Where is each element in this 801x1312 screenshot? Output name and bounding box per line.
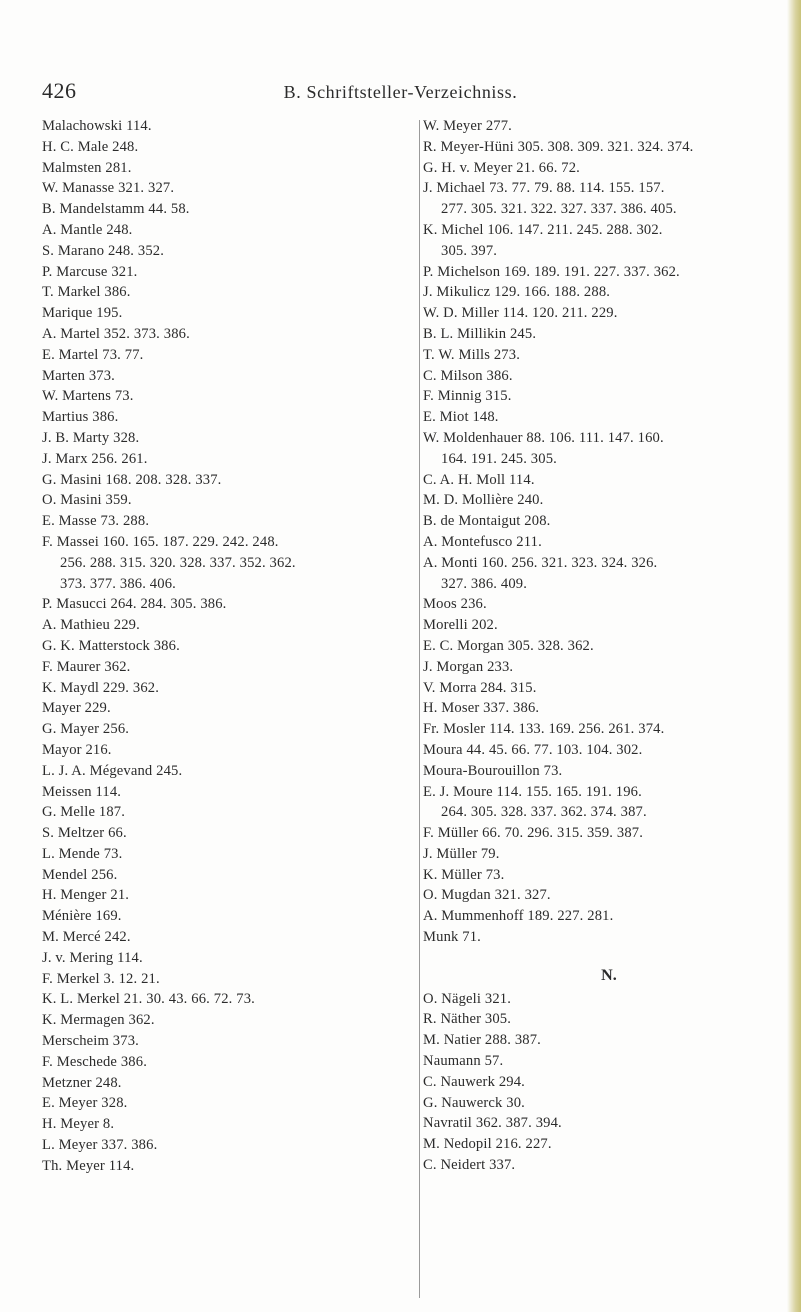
index-entry-line: Moos 236. [423,596,487,613]
index-entry-line: L. J. A. Mégevand 245. [42,762,183,779]
section-heading-n: N. [601,966,617,984]
index-entry-line: Malachowski 114. [42,118,152,134]
index-entry-line: Mendel 256. [42,866,118,883]
index-entry [423,761,795,782]
index-entry-line: E. Meyer 328. [42,1095,128,1112]
index-entry-line: B. de Montaigut 208. [423,513,551,530]
index-entry-line: Meissen 114. [42,783,122,800]
index-entry [42,698,414,719]
index-entry [423,262,795,283]
index-entry-line: L. Meyer 337. 386. [42,1137,158,1154]
index-entry-continuation: 327. 386. 409. [441,575,528,592]
index-entry-line: Naumann 57. [423,1053,504,1070]
index-entry-line: J. Marx 256. 261. [42,450,148,467]
index-entry-line: S. Meltzer 66. [42,825,127,842]
index-entry [42,1010,414,1031]
index-entry [423,719,795,740]
index-entry [423,532,795,553]
index-entry-line: K. Maydl 229. 362. [42,679,160,696]
index-entry [423,657,795,678]
index-entry [42,158,414,179]
index-entry-line: K. L. Merkel 21. 30. 43. 66. 72. 73. [42,991,255,1008]
index-entry-line: K. Michel 106. 147. 211. 245. 288. 302. [423,221,663,238]
index-entry [423,178,795,220]
index-entry-line: G. H. v. Meyer 21. 66. 72. [423,159,580,176]
index-entry [423,927,795,948]
index-entry-line: H. Moser 337. 386. [423,700,540,717]
index-entry-line: G. Nauwerck 30. [423,1094,525,1111]
index-entry-line: A. Mantle 248. [42,221,133,238]
index-entry-line: W. D. Miller 114. 120. 211. 229. [423,305,618,322]
index-entry-line: K. Müller 73. [423,866,505,883]
index-entry [42,636,414,657]
index-entry-line: M. Natier 288. 387. [423,1032,541,1049]
index-entry [423,594,795,615]
index-entry-line: F. Maurer 362. [42,658,131,675]
index-entry-line: W. Manasse 321. 327. [42,180,175,197]
index-entry [423,220,795,262]
index-entry [423,116,795,137]
index-entry [423,303,795,324]
index-entry-line: P. Michelson 169. 189. 191. 227. 337. 362. [423,263,680,280]
index-entry [42,1052,414,1073]
index-entry [42,761,414,782]
index-entry-line: C. Nauwerk 294. [423,1073,525,1090]
index-entry-line: E. Miot 148. [423,409,499,426]
index-entry-line: A. Monti 160. 256. 321. 323. 324. 326. [423,554,658,571]
index-entry-line: J. Müller 79. [423,845,500,862]
index-entry-line: F. Massei 160. 165. 187. 229. 242. 248. [42,533,279,550]
index-entry [423,865,795,886]
index-entry [42,366,414,387]
index-entry-line: Marique 195. [42,305,123,322]
index-entry [42,802,414,823]
index-entry [42,927,414,948]
index-entry [42,241,414,262]
index-entry [42,969,414,990]
index-entry-line: P. Marcuse 321. [42,263,138,280]
index-entry-line: Moura 44. 45. 66. 77. 103. 104. 302. [423,741,643,758]
index-entry-line: G. Masini 168. 208. 328. 337. [42,471,222,488]
index-entry [42,782,414,803]
index-entry-line: B. Mandelstamm 44. 58. [42,201,190,218]
index-entry [423,1072,795,1093]
index-entry-line: H. Meyer 8. [42,1116,115,1133]
index-entry [42,345,414,366]
index-entry [42,511,414,532]
index-entry [423,740,795,761]
index-entry-continuation: 264. 305. 328. 337. 362. 374. 387. [441,804,647,821]
index-entry-line: L. Mende 73. [42,845,123,862]
index-entry-line: V. Morra 284. 315. [423,679,537,696]
index-entry-continuation: 305. 397. [441,242,498,259]
index-entry [42,470,414,491]
index-entry [423,636,795,657]
index-entry-line: J. B. Marty 328. [42,429,140,446]
index-entry [423,823,795,844]
index-entry-line: J. Mikulicz 129. 166. 188. 288. [423,284,611,301]
index-entry [42,532,414,594]
index-entry-line: Metzner 248. [42,1074,122,1091]
index-entry [423,386,795,407]
index-entry [423,137,795,158]
index-entry-line: Morelli 202. [423,617,498,634]
index-entry-line: O. Nägeli 321. [423,990,512,1007]
index-entry [42,657,414,678]
index-entry-line: C. A. H. Moll 114. [423,471,535,488]
index-entry [42,220,414,241]
index-entry-line: Mayer 229. [42,700,111,717]
index-entry-line: A. Montefusco 211. [423,533,542,550]
index-entry-line: G. Melle 187. [42,804,126,821]
index-entry-line: P. Masucci 264. 284. 305. 386. [42,596,227,613]
index-entry [42,844,414,865]
index-entry [423,1134,795,1155]
index-entry-line: Mayor 216. [42,741,112,758]
index-entry [42,865,414,886]
index-entry-line: J. Morgan 233. [423,658,514,675]
index-entry [42,199,414,220]
index-entry [423,407,795,428]
index-entry [42,740,414,761]
index-entry [423,906,795,927]
index-entry-line: A. Mummenhoff 189. 227. 281. [423,908,614,925]
index-entry [423,844,795,865]
index-entry [42,303,414,324]
section-n-entries [423,989,795,1176]
index-entry [42,1073,414,1094]
index-entry [42,948,414,969]
index-entry [423,158,795,179]
index-entry-line: F. Minnig 315. [423,388,512,405]
index-entry-line: Fr. Mosler 114. 133. 169. 256. 261. 374. [423,721,665,738]
index-entry [423,366,795,387]
index-entry [42,615,414,636]
index-entry [42,407,414,428]
index-entry [423,1051,795,1072]
index-entry-line: Merscheim 373. [42,1033,139,1050]
index-entry [423,989,795,1010]
index-entry [42,989,414,1010]
index-entry-continuation: 277. 305. 321. 322. 327. 337. 386. 405. [441,201,677,218]
index-entry-continuation: 164. 191. 245. 305. [441,450,557,467]
index-entry-line: E. Martel 73. 77. [42,346,144,363]
index-entry-line: R. Näther 305. [423,1011,512,1028]
page-number: 426 [42,78,77,103]
index-entry [42,906,414,927]
index-entry-line: O. Masini 359. [42,492,132,509]
index-entry-line: E. C. Morgan 305. 328. 362. [423,637,594,654]
running-head: B. Schriftsteller-Verzeichniss. [283,82,518,102]
index-entry-line: H. C. Male 248. [42,138,139,155]
index-entry-line: G. Mayer 256. [42,721,130,738]
index-entry-line: T. Markel 386. [42,284,131,301]
index-entry [423,490,795,511]
index-entry-line: G. K. Matterstock 386. [42,637,180,654]
index-entry-line: T. W. Mills 273. [423,346,521,363]
index-entry-line: F. Müller 66. 70. 296. 315. 359. 387. [423,825,644,842]
index-entry [42,1031,414,1052]
index-entry-line: W. Martens 73. [42,388,134,405]
index-entry-line: M. D. Mollière 240. [423,492,544,509]
index-entry-line: W. Meyer 277. [423,118,512,134]
index-entry [42,324,414,345]
index-entry-line: C. Milson 386. [423,367,513,384]
index-entry-continuation: 256. 288. 315. 320. 328. 337. 352. 362. [60,554,296,571]
index-entry-line: E. Masse 73. 288. [42,513,150,530]
index-entry-line: Navratil 362. 387. 394. [423,1115,562,1132]
index-entry [42,386,414,407]
index-entry-line: F. Merkel 3. 12. 21. [42,970,160,987]
index-entry [423,782,795,824]
index-entry-line: C. Neidert 337. [423,1157,516,1174]
index-entry [42,137,414,158]
index-entry-line: A. Martel 352. 373. 386. [42,325,190,342]
index-column-right [423,116,795,1176]
index-entry [423,1030,795,1051]
index-entry [42,449,414,470]
index-entry-line: O. Mugdan 321. 327. [423,887,551,904]
column-divider [419,120,420,1298]
index-entry-line: B. L. Millikin 245. [423,325,537,342]
index-entry [42,885,414,906]
index-entry [42,490,414,511]
index-entry [42,594,414,615]
index-entry [423,1093,795,1114]
index-entry [423,615,795,636]
index-entry-continuation: 373. 377. 386. 406. [60,575,176,592]
index-entry [42,1135,414,1156]
index-entry [42,1156,414,1177]
index-entry [423,553,795,595]
index-entry-line: Martius 386. [42,409,119,426]
index-entry [423,428,795,470]
index-entry-line: Marten 373. [42,367,115,384]
index-entry [42,678,414,699]
index-entry-line: K. Mermagen 362. [42,1012,155,1029]
index-entry-line: A. Mathieu 229. [42,617,140,634]
index-entry [423,1155,795,1176]
index-entry [423,698,795,719]
index-entry [42,1093,414,1114]
index-entry-line: Ménière 169. [42,908,122,925]
index-entry-line: J. Michael 73. 77. 79. 88. 114. 155. 157. [423,180,665,197]
index-entry [423,470,795,491]
index-column-left [42,116,414,1177]
index-entry-line: H. Menger 21. [42,887,130,904]
index-entry [42,178,414,199]
index-entry-line: M. Nedopil 216. 227. [423,1136,552,1153]
index-entry-line: Munk 71. [423,929,481,946]
index-entry-line: R. Meyer-Hüni 305. 308. 309. 321. 324. 374. [423,138,694,155]
index-entry [423,345,795,366]
index-entry-line: M. Mercé 242. [42,929,131,946]
index-entry-line: F. Meschede 386. [42,1053,147,1070]
index-entry [42,262,414,283]
index-entry [42,719,414,740]
right-entries [423,116,795,948]
index-entry [423,885,795,906]
index-entry [42,823,414,844]
index-entry-line: Malmsten 281. [42,159,132,176]
index-entry-line: J. v. Mering 114. [42,949,143,966]
index-entry [42,428,414,449]
index-entry [42,116,414,137]
index-entry [423,324,795,345]
index-entry [42,1114,414,1135]
index-entry [42,282,414,303]
index-entry [423,511,795,532]
index-entry [423,1113,795,1134]
index-entry [423,282,795,303]
index-entry-line: E. J. Moure 114. 155. 165. 191. 196. [423,783,642,800]
index-entry-line: S. Marano 248. 352. [42,242,165,259]
index-entry-line: Moura-Bourouillon 73. [423,762,563,779]
index-entry [423,678,795,699]
index-entry-line: W. Moldenhauer 88. 106. 111. 147. 160. [423,429,664,446]
index-entry-line: Th. Meyer 114. [42,1157,135,1174]
index-entry [423,1009,795,1030]
